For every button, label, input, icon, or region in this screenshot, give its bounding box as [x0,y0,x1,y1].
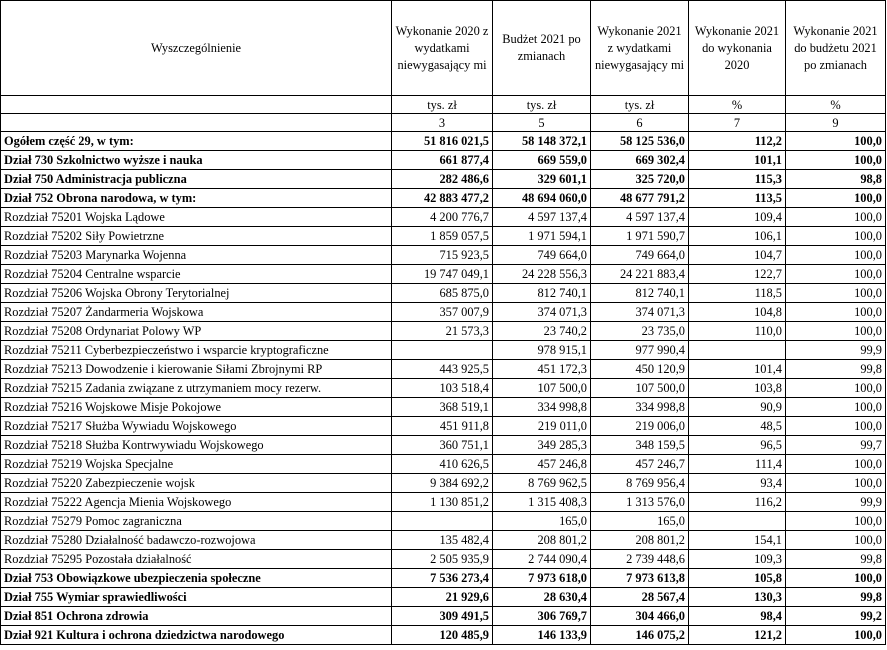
ratio-2020-value: 48,5 [689,417,786,436]
table-row [1,588,886,607]
exec-2021-value: 325 720,0 [591,170,689,189]
exec-2021-value: 977 990,4 [591,341,689,360]
ratio-2020-value: 115,3 [689,170,786,189]
exec-2021-value: 58 125 536,0 [591,132,689,151]
budget-2021-value: 165,0 [493,512,591,531]
table-row [1,436,886,455]
ratio-2020-value: 106,1 [689,227,786,246]
colnum-cell: 7 [689,114,786,132]
exec-2021-value: 165,0 [591,512,689,531]
table-row [1,493,886,512]
exec-2021-value: 146 075,2 [591,626,689,645]
colnum-cell: 5 [493,114,591,132]
ratio-budget-value: 99,9 [786,341,886,360]
ratio-budget-value: 100,0 [786,227,886,246]
ratio-budget-value: 100,0 [786,151,886,170]
exec-2021-value: 24 221 883,4 [591,265,689,284]
ratio-2020-value [689,341,786,360]
table-row [1,341,886,360]
exec-2020-value: 309 491,5 [392,607,493,626]
exec-2021-value: 8 769 956,4 [591,474,689,493]
exec-2020-value: 2 505 935,9 [392,550,493,569]
ratio-budget-value: 100,0 [786,512,886,531]
exec-2020-value [392,512,493,531]
budget-2021-value: 2 744 090,4 [493,550,591,569]
budget-2021-value: 58 148 372,1 [493,132,591,151]
budget-2021-value: 306 769,7 [493,607,591,626]
header-row [1,1,886,96]
budget-2021-value: 329 601,1 [493,170,591,189]
exec-2021-value: 457 246,7 [591,455,689,474]
column-number-row [1,114,886,132]
ratio-budget-value: 100,0 [786,474,886,493]
exec-2021-value: 28 567,4 [591,588,689,607]
table-row [1,398,886,417]
ratio-budget-value: 100,0 [786,189,886,208]
budget-2021-value: 457 246,8 [493,455,591,474]
budget-2021-value: 23 740,2 [493,322,591,341]
table-row [1,227,886,246]
row-description: Rozdział 75201 Wojska Lądowe [1,208,392,227]
ratio-budget-value: 100,0 [786,398,886,417]
ratio-budget-value: 100,0 [786,417,886,436]
ratio-budget-value: 100,0 [786,322,886,341]
row-description: Rozdział 75218 Służba Kontrwywiadu Wojskowego [1,436,392,455]
exec-2021-value: 812 740,1 [591,284,689,303]
row-description: Rozdział 75279 Pomoc zagraniczna [1,512,392,531]
table-row [1,360,886,379]
budget-2021-value: 28 630,4 [493,588,591,607]
exec-2020-value: 19 747 049,1 [392,265,493,284]
exec-2021-value: 4 597 137,4 [591,208,689,227]
colnum-cell: 9 [786,114,886,132]
ratio-budget-value: 100,0 [786,626,886,645]
budget-2021-value: 48 694 060,0 [493,189,591,208]
exec-2020-value: 410 626,5 [392,455,493,474]
ratio-2020-value: 105,8 [689,569,786,588]
row-description: Rozdział 75220 Zabezpieczenie wojsk [1,474,392,493]
budget-2021-value: 24 228 556,3 [493,265,591,284]
row-description: Rozdział 75206 Wojska Obrony Terytorialnej [1,284,392,303]
exec-2020-value: 120 485,9 [392,626,493,645]
unit-cell: % [786,96,886,114]
exec-2020-value: 21 929,6 [392,588,493,607]
row-description: Rozdział 75211 Cyberbezpieczeństwo i wsparcie kryptograficzne [1,341,392,360]
row-description: Rozdział 75208 Ordynariat Polowy WP [1,322,392,341]
colnum-cell: 6 [591,114,689,132]
ratio-2020-value [689,512,786,531]
exec-2021-value: 1 313 576,0 [591,493,689,512]
exec-2020-value: 135 482,4 [392,531,493,550]
exec-2021-value: 749 664,0 [591,246,689,265]
row-description: Rozdział 75202 Siły Powietrzne [1,227,392,246]
exec-2020-value: 103 518,4 [392,379,493,398]
exec-2021-value: 48 677 791,2 [591,189,689,208]
row-description: Ogółem część 29, w tym: [1,132,392,151]
ratio-budget-value: 98,8 [786,170,886,189]
row-description: Rozdział 75215 Zadania związane z utrzymaniem mocy rezerw. [1,379,392,398]
ratio-budget-value: 100,0 [786,531,886,550]
exec-2020-value: 715 923,5 [392,246,493,265]
ratio-budget-value: 100,0 [786,208,886,227]
ratio-budget-value: 100,0 [786,569,886,588]
row-description: Rozdział 75213 Dowodzenie i kierowanie Siłami Zbrojnymi RP [1,360,392,379]
table-row [1,379,886,398]
ratio-2020-value: 104,7 [689,246,786,265]
row-description: Dział 750 Administracja publiczna [1,170,392,189]
exec-2020-value: 661 877,4 [392,151,493,170]
table-row [1,322,886,341]
exec-2020-value: 51 816 021,5 [392,132,493,151]
units-row [1,96,886,114]
row-description: Rozdział 75204 Centralne wsparcie [1,265,392,284]
ratio-budget-value: 99,8 [786,550,886,569]
ratio-2020-value: 90,9 [689,398,786,417]
colnum-empty-cell [1,114,392,132]
ratio-2020-value: 113,5 [689,189,786,208]
ratio-2020-value: 101,4 [689,360,786,379]
ratio-2020-value: 154,1 [689,531,786,550]
budget-2021-value: 107 500,0 [493,379,591,398]
exec-2020-value: 9 384 692,2 [392,474,493,493]
ratio-budget-value: 99,8 [786,588,886,607]
row-description: Dział 851 Ochrona zdrowia [1,607,392,626]
ratio-budget-value: 100,0 [786,132,886,151]
table-row [1,550,886,569]
exec-2021-value: 334 998,8 [591,398,689,417]
table-row [1,417,886,436]
exec-2021-value: 1 971 590,7 [591,227,689,246]
row-description: Rozdział 75217 Służba Wywiadu Wojskowego [1,417,392,436]
exec-2020-value: 1 859 057,5 [392,227,493,246]
row-description: Rozdział 75222 Agencja Mienia Wojskowego [1,493,392,512]
table-row [1,607,886,626]
table-row [1,531,886,550]
row-description: Rozdział 75216 Wojskowe Misje Pokojowe [1,398,392,417]
header-description: Wyszczególnienie [1,1,392,96]
unit-cell: tys. zł [493,96,591,114]
row-description: Dział 755 Wymiar sprawiedliwości [1,588,392,607]
table-row [1,246,886,265]
row-description: Rozdział 75219 Wojska Specjalne [1,455,392,474]
exec-2020-value: 21 573,3 [392,322,493,341]
budget-2021-value: 1 315 408,3 [493,493,591,512]
unit-cell: tys. zł [591,96,689,114]
budget-2021-value: 146 133,9 [493,626,591,645]
ratio-budget-value: 100,0 [786,246,886,265]
table-row [1,474,886,493]
unit-cell: % [689,96,786,114]
ratio-2020-value: 103,8 [689,379,786,398]
ratio-2020-value: 101,1 [689,151,786,170]
row-description: Dział 753 Obowiązkowe ubezpieczenia społeczne [1,569,392,588]
table-row [1,208,886,227]
exec-2021-value: 107 500,0 [591,379,689,398]
exec-2021-value: 219 006,0 [591,417,689,436]
ratio-2020-value: 109,4 [689,208,786,227]
budget-2021-value: 349 285,3 [493,436,591,455]
ratio-2020-value: 122,7 [689,265,786,284]
exec-2020-value: 7 536 273,4 [392,569,493,588]
header-ratio-budget: Wykonanie 2021 do budżetu 2021 po zmianach [786,1,886,96]
table-row [1,284,886,303]
exec-2021-value: 208 801,2 [591,531,689,550]
ratio-budget-value: 99,9 [786,493,886,512]
ratio-2020-value: 112,2 [689,132,786,151]
row-description: Dział 921 Kultura i ochrona dziedzictwa narodowego [1,626,392,645]
budget-2021-value: 978 915,1 [493,341,591,360]
budget-2021-value: 669 559,0 [493,151,591,170]
budget-2021-value: 749 664,0 [493,246,591,265]
ratio-2020-value: 111,4 [689,455,786,474]
exec-2020-value: 357 007,9 [392,303,493,322]
table-row [1,151,886,170]
table-row [1,170,886,189]
ratio-budget-value: 99,8 [786,360,886,379]
budget-2021-value: 1 971 594,1 [493,227,591,246]
budget-2021-value: 334 998,8 [493,398,591,417]
exec-2021-value: 669 302,4 [591,151,689,170]
exec-2021-value: 450 120,9 [591,360,689,379]
budget-2021-value: 4 597 137,4 [493,208,591,227]
row-description: Rozdział 75207 Żandarmeria Wojskowa [1,303,392,322]
table-row [1,626,886,645]
ratio-budget-value: 99,7 [786,436,886,455]
row-description: Dział 752 Obrona narodowa, w tym: [1,189,392,208]
exec-2021-value: 7 973 613,8 [591,569,689,588]
budget-2021-value: 812 740,1 [493,284,591,303]
table-row [1,265,886,284]
exec-2020-value: 360 751,1 [392,436,493,455]
exec-2020-value: 685 875,0 [392,284,493,303]
ratio-2020-value: 116,2 [689,493,786,512]
exec-2020-value: 368 519,1 [392,398,493,417]
exec-2021-value: 374 071,3 [591,303,689,322]
row-description: Dział 730 Szkolnictwo wyższe i nauka [1,151,392,170]
row-description: Rozdział 75295 Pozostała działalność [1,550,392,569]
exec-2020-value [392,341,493,360]
budget-2021-value: 374 071,3 [493,303,591,322]
ratio-2020-value: 118,5 [689,284,786,303]
exec-2020-value: 42 883 477,2 [392,189,493,208]
ratio-2020-value: 93,4 [689,474,786,493]
exec-2020-value: 282 486,6 [392,170,493,189]
ratio-2020-value: 104,8 [689,303,786,322]
exec-2020-value: 443 925,5 [392,360,493,379]
ratio-2020-value: 109,3 [689,550,786,569]
table-row [1,303,886,322]
ratio-budget-value: 100,0 [786,284,886,303]
table-row [1,132,886,151]
table-row [1,512,886,531]
table-row [1,189,886,208]
ratio-budget-value: 99,2 [786,607,886,626]
table-row [1,455,886,474]
budget-2021-value: 8 769 962,5 [493,474,591,493]
colnum-cell: 3 [392,114,493,132]
exec-2020-value: 451 911,8 [392,417,493,436]
ratio-budget-value: 100,0 [786,303,886,322]
ratio-budget-value: 100,0 [786,265,886,284]
exec-2021-value: 304 466,0 [591,607,689,626]
budget-2021-value: 451 172,3 [493,360,591,379]
budget-2021-value: 219 011,0 [493,417,591,436]
exec-2021-value: 348 159,5 [591,436,689,455]
exec-2021-value: 23 735,0 [591,322,689,341]
units-empty-cell [1,96,392,114]
ratio-budget-value: 100,0 [786,455,886,474]
budget-2021-value: 208 801,2 [493,531,591,550]
ratio-budget-value: 100,0 [786,379,886,398]
header-ratio-2020: Wykonanie 2021 do wykonania 2020 [689,1,786,96]
table-body [1,132,886,645]
exec-2020-value: 4 200 776,7 [392,208,493,227]
row-description: Rozdział 75280 Działalność badawczo-rozwojowa [1,531,392,550]
ratio-2020-value: 98,4 [689,607,786,626]
ratio-2020-value: 96,5 [689,436,786,455]
ratio-2020-value: 110,0 [689,322,786,341]
row-description: Rozdział 75203 Marynarka Wojenna [1,246,392,265]
ratio-2020-value: 121,2 [689,626,786,645]
header-budget-2021: Budżet 2021 po zmianach [493,1,591,96]
header-exec-2021: Wykonanie 2021 z wydatkami niewygasający mi [591,1,689,96]
exec-2020-value: 1 130 851,2 [392,493,493,512]
exec-2021-value: 2 739 448,6 [591,550,689,569]
unit-cell: tys. zł [392,96,493,114]
ratio-2020-value: 130,3 [689,588,786,607]
header-exec-2020: Wykonanie 2020 z wydatkami niewygasający mi [392,1,493,96]
table-row [1,569,886,588]
budget-2021-value: 7 973 618,0 [493,569,591,588]
